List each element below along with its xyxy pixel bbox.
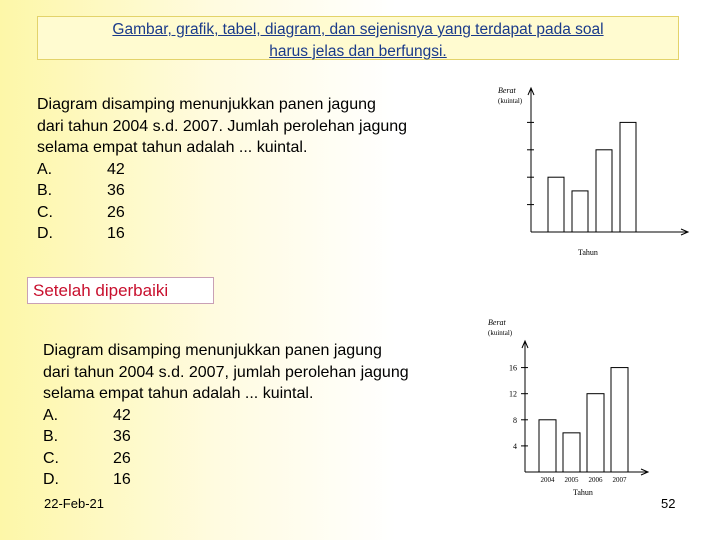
y-axis-label: Berat [488,318,506,327]
bar [572,191,588,232]
y-tick-label: 12 [509,389,517,399]
bar [548,177,564,232]
problem-revised [43,340,409,491]
option-a [37,159,407,181]
y-axis-label: (kuintal) [498,97,523,105]
bar-chart-original-svg [492,80,692,258]
problem-text-line: Diagram disamping menunjukkan panen jagung [37,96,376,113]
option-letter: B. [43,428,59,445]
slide-title-box [37,16,679,60]
bar [596,150,612,232]
option-d [43,469,409,491]
option-letter: A. [37,160,53,178]
option-c [43,448,409,470]
option-value: 42 [107,160,125,178]
option-letter: A. [43,406,59,424]
bar [587,394,604,472]
slide-title-line1: Gambar, grafik, tabel, diagram, dan sejenisnya yang terdapat pada soal [112,21,604,38]
option-letter: C. [43,449,59,467]
option-a [43,405,409,427]
x-axis-label: Tahun [573,488,593,497]
option-letter: D. [43,471,59,488]
problem-text-line: selama empat tahun adalah ... kuintal. [43,385,314,402]
x-tick-label: 2004 [540,476,555,484]
option-value: 42 [113,406,131,424]
x-axis-label: Tahun [578,248,598,257]
option-c [37,202,407,224]
problem-text-line: dari tahun 2004 s.d. 2007. Jumlah perolehan jagung [37,117,408,135]
slide-title-line2: harus jelas dan berfungsi. [269,43,447,60]
y-axis-label: (kuintal) [488,329,513,337]
problem-text-line: selama empat tahun adalah ... kuintal. [37,139,308,156]
problem-text-line: Diagram disamping menunjukkan panen jagung [43,342,382,359]
option-letter: B. [37,182,53,199]
y-tick-label: 8 [513,415,517,425]
option-value: 16 [107,225,125,242]
x-tick-label: 2006 [588,476,603,484]
bar-chart-revised-svg [482,313,652,503]
problem-original [37,94,407,245]
option-d [37,223,407,245]
option-letter: D. [37,225,53,242]
x-tick-label: 2005 [564,476,579,484]
bar [620,122,636,232]
bar-chart-original [492,80,692,258]
bar-chart-revised [482,313,652,503]
x-tick-label: 2007 [612,476,627,484]
option-b [37,180,407,202]
option-b [43,426,409,448]
y-tick-label: 16 [509,363,517,373]
option-value: 26 [113,449,131,467]
option-value: 16 [113,471,131,488]
option-letter: C. [37,203,53,221]
bar [611,368,628,472]
y-axis-label: Berat [498,86,516,95]
footer-page-number: 52 [661,496,676,511]
option-value: 26 [107,203,125,221]
option-value: 36 [107,182,125,199]
y-tick-label: 4 [513,441,517,451]
footer-date: 22-Feb-21 [44,496,104,511]
problem-text-line: dari tahun 2004 s.d. 2007, jumlah perolehan jagung [43,363,409,381]
bar [539,420,556,472]
section-label-revised: Setelah diperbaiki [27,277,214,304]
option-value: 36 [113,428,131,445]
bar [563,433,580,472]
